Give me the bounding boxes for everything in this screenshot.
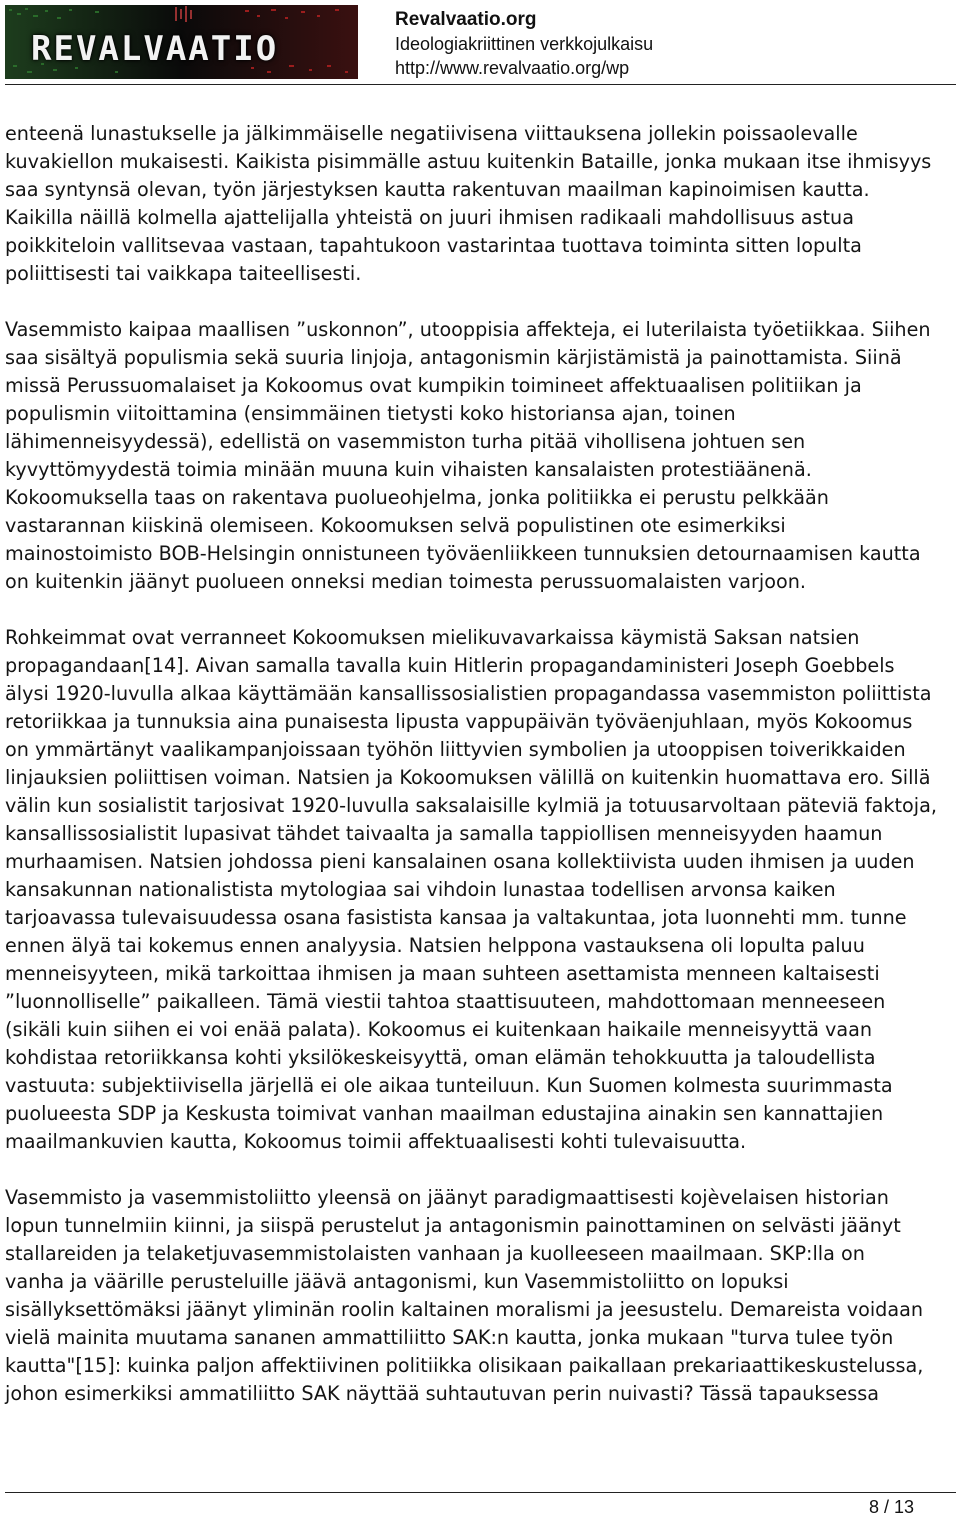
site-url[interactable]: http://www.revalvaatio.org/wp [395,58,630,78]
text-line: retoriikkaa ja tunnuksia aina punaisesta lipusta vappupäivän työväenjuhlaan, myös Kokoomus [5,710,913,733]
text-line: kautta"[15]: kuinka paljon affektiivinen politiikka olisikaan paikallaan prekariaattikeskustelussa, [5,1354,924,1377]
text-line: saa sisältyä populismia sekä suuria linjoja, antagonismin kärjistämistä ja painottamista. Siinä [5,346,902,369]
paragraph-2 [5,316,957,596]
text-line: enteenä lunastukselle ja jälkimmäiselle negatiivisena viittauksena jollekin poissaolevalle [5,122,858,145]
text-line: saa syntynsä olevan, työn järjestyksen kautta rakentuvan maailman kapinoimisen kautta. [5,178,870,201]
paragraph-3 [5,624,957,1156]
text-line: lähimenneisyydessä), edellistä on vasemmiston turha pitää vihollisena johtuen sen [5,430,806,453]
text-line: maailmankuvien kautta, Kokoomus toimii affektuaalisesti kohti tulevaisuutta. [5,1130,747,1153]
text-line: tarjoavassa tulevaisuudessa osana fasistista kansaa ja valtakuntaa, jota luonnehti mm. tunne [5,906,907,929]
text-line: propagandaan[14]. Aivan samalla tavalla kuin Hitlerin propagandaministeri Joseph Goebbels [5,654,895,677]
text-line: kuvakiellon mukaisesti. Kaikista pisimmälle astuu kuitenkin Bataille, jonka mukaan itse ihmisyys [5,150,932,173]
article-body [5,120,957,1436]
site-subtitle: Ideologiakriittinen verkkojulkaisu [395,34,654,54]
text-line: poikkiteloin vallitsevaa vastaan, tapahtukoon vastarintaa tuottava toiminta sitten lopulta [5,234,862,257]
text-line: mainostoimisto BOB-Helsingin onnistuneen työväenliikkeen tunnuksien detournaamisen kautta [5,542,921,565]
text-line: ennen älyä tai kokemus ennen analyysia. Natsien helppona vastauksena oli lopulta paluu [5,934,865,957]
page-number: 8 / 13 [868,1497,914,1517]
footer-divider [5,1492,956,1493]
text-line: älysi 1920-luvulla alkaa käyttämään kansallissosialistien propagandassa vasemmiston poliittista [5,682,932,705]
paragraph-4 [5,1184,957,1408]
text-line: (sikäli kuin siihen ei voi enää palata). Kokoomus ei kuitenkaan haikaile menneisyyttä vaan [5,1018,873,1041]
site-logo[interactable] [5,5,358,79]
text-line: johon esimerkiksi ammatiliitto SAK näyttää suhtautuvan perin nuivasti? Tässä tapauksessa [5,1382,879,1405]
text-line: ”luonnolliselle” paikalleen. Tämä viestii tahtoa staattisuuteen, mahdottomaan menneeseen [5,990,886,1013]
text-line: vastuuta: subjektiivisella järjellä ei ole aikaa tunteiluun. Kun Suomen kolmesta suurimmasta [5,1074,893,1097]
text-line: on ymmärtänyt vaalikampanjoissaan työhön liittyvien symbolien ja utooppisen toiverikkaiden [5,738,906,761]
text-line: kyvyttömyydestä toimia minään muuna kuin vihaisten kansalaisten protestiäänenä. [5,458,812,481]
header-divider [5,84,956,85]
text-line: vanha ja väärille perusteluille jäävä antagonismi, kun Vasemmistoliitto on lopuksi [5,1270,789,1293]
text-line: linjauksien poliittisen voiman. Natsien ja Kokoomuksen välillä on kuitenkin huomattava ero. Sillä [5,766,931,789]
text-line: kansakunnan nationalistista mytologiaa sai vihdoin lunastaa todellisen arvonsa kaiken [5,878,836,901]
text-line: sisällyksettömäksi jäänyt yliminän roolin kaltainen moralismi ja jeesustelu. Demareista voidaan [5,1298,924,1321]
text-line: vastarannan kiiskinä olemiseen. Kokoomuksen selvä populistinen ote esimerkiksi [5,514,786,537]
site-title: Revalvaatio.org [395,9,537,30]
text-line: kohdistaa retoriikkansa kohti yksilökeskeisyyttä, oman elämän tehokkuutta ja taloudellista [5,1046,876,1069]
paragraph-1 [5,120,957,288]
site-info [395,8,653,80]
text-line: välin kun sosialistit tarjosivat 1920-luvulla saksalaisille kylmiä ja totuusarvoltaan päteviä faktoja, [5,794,937,817]
text-line: murhaamisen. Natsien johdossa pieni kansalainen osana kollektiivista uuden ihmisen ja uuden [5,850,915,873]
text-line: poliittisesti tai vaikkapa taiteellisesti. [5,262,362,285]
text-line: stallareiden ja telaketjuvasemmistolaisten vanhaan ja kuolleeseen maailmaan. SKP:lla on [5,1242,865,1265]
text-line: Rohkeimmat ovat verranneet Kokoomuksen mielikuvavarkaissa käymistä Saksan natsien [5,626,860,649]
text-line: populismin viitoittamina (ensimmäinen tietysti koko historiansa ajan, toinen [5,402,736,425]
text-line: menneisyyteen, mikä tarkoittaa ihmisen ja maan suhteen asettamista menneen kaltaisesti [5,962,880,985]
page-header [0,0,960,86]
text-line: missä Perussuomalaiset ja Kokoomus ovat kumpikin toimineet affektuaalisen politiikan ja [5,374,862,397]
text-line: vielä mainita muutama sananen ammattiliitto SAK:n kautta, jonka mukaan "turva tulee työn [5,1326,894,1349]
text-line: Kokoomuksella taas on rakentava puolueohjelma, jonka politiikka ei perustu pelkkään [5,486,829,509]
text-line: Vasemmisto kaipaa maallisen ”uskonnon”, utooppisia affekteja, ei luterilaista työetiikkaa. Siihen [5,318,931,341]
text-line: lopun tunnelmiin kiinni, ja siispä perustelut ja antagonismin painottaminen on selvästi jäänyt [5,1214,901,1237]
text-line: on kuitenkin jäänyt puolueen onneksi median toimesta perussuomalaisten varjoon. [5,570,806,593]
text-line: Vasemmisto ja vasemmistoliitto yleensä on jäänyt paradigmaattisesti kojèvelaisen historian [5,1186,889,1209]
text-line: puolueesta SDP ja Keskusta toimivat vanhan maailman edustajina ainakin sen kannattajien [5,1102,884,1125]
text-line: Kaikilla näillä kolmella ajattelijalla yhteistä on juuri ihmisen radikaali mahdollisuus astua [5,206,854,229]
logo-wordmark: REVALVAATIO [31,29,279,69]
text-line: kansallissosialistit lupasivat tähdet taivaalta ja samalla tappiollisen menneisyyden haamun [5,822,883,845]
